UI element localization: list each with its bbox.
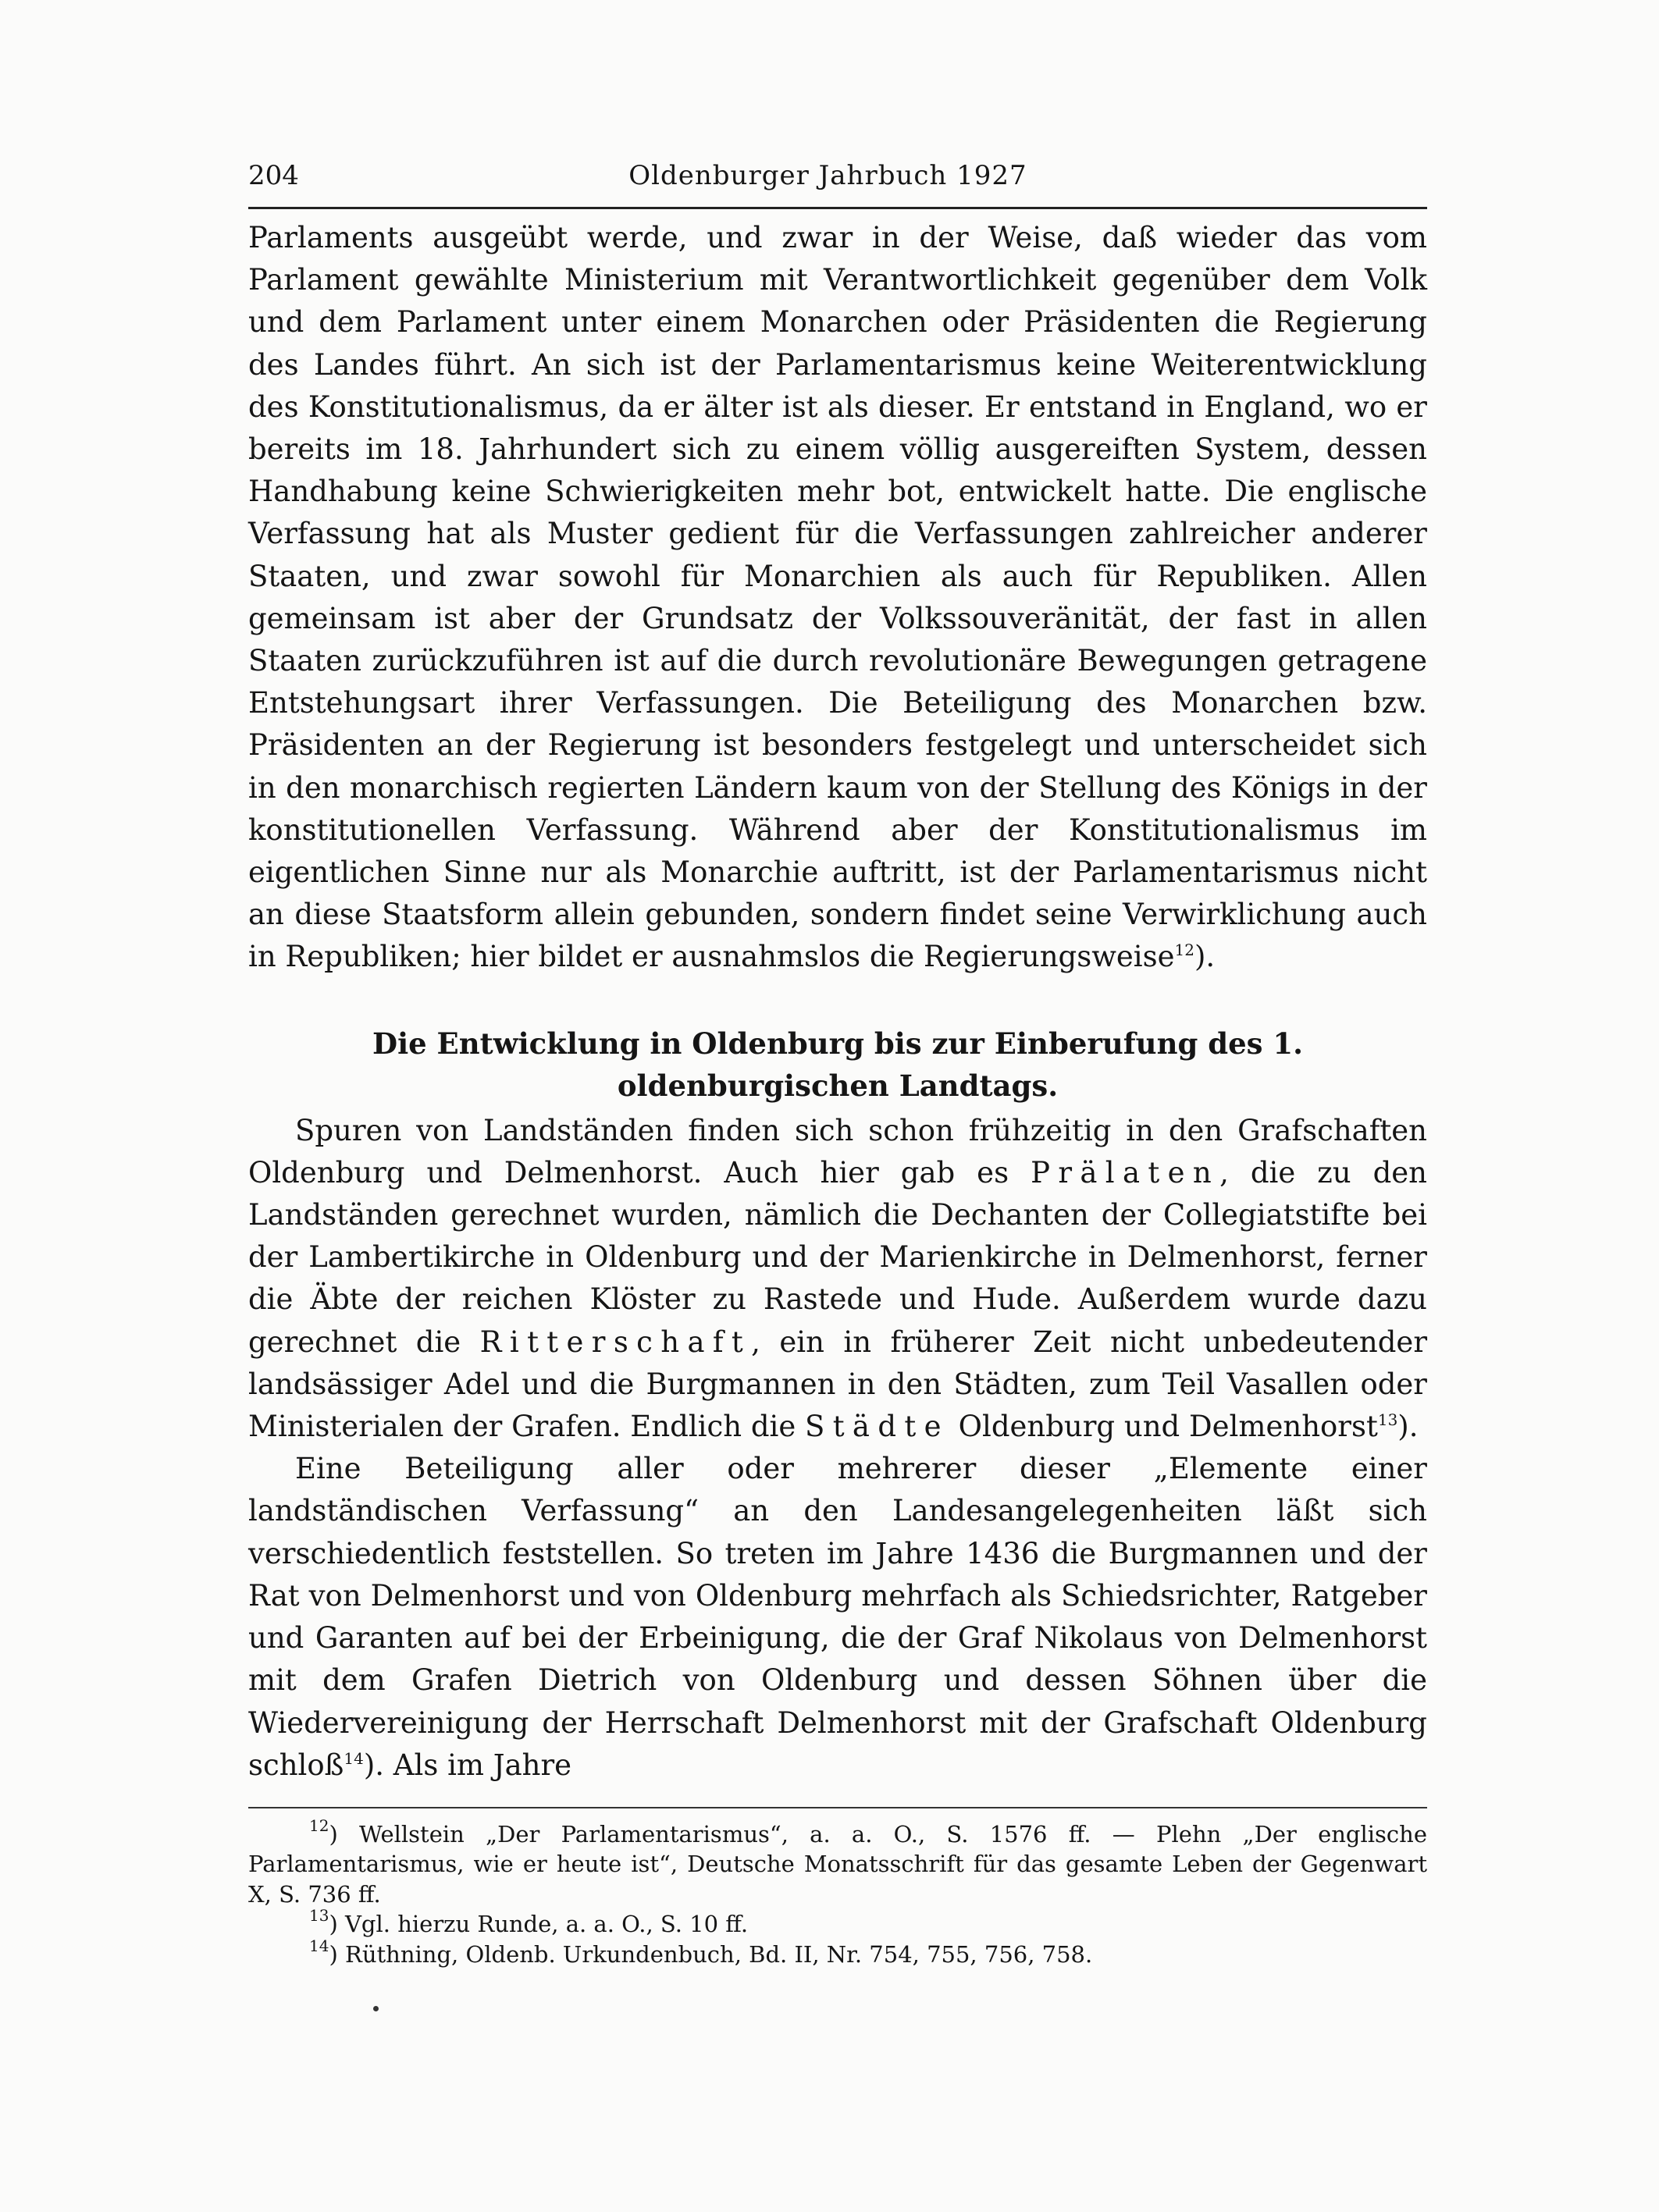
paragraph-text: ). xyxy=(1397,1410,1419,1444)
book-page xyxy=(248,160,1427,1969)
footnote-text: ) Rüthning, Oldenb. Urkundenbuch, Bd. II, Nr. 754, 755, 756, 758. xyxy=(329,1940,1093,1968)
emphasized-term: Städte xyxy=(805,1410,949,1444)
footnote-number: 13 xyxy=(309,1906,329,1926)
section-heading: Die Entwicklung in Oldenburg bis zur Einberufung des 1. oldenburgischen Landtags. xyxy=(372,1026,1303,1103)
footnote-reference: 13 xyxy=(1377,1410,1398,1430)
paragraph-landstaende xyxy=(248,1110,1427,1449)
paragraph-text: ). xyxy=(1194,940,1216,974)
footnote-14 xyxy=(248,1936,1427,1970)
paragraph-text: Spuren von Landständen finden sich schon frühzeitig in den Grafschaften Oldenburg und Delmenhorst. Auch hier gab es xyxy=(248,1113,1427,1190)
paragraph-text: , ein in früherer Zeit nicht unbedeutender landsässiger Adel und die Burgmannen in den Städten, zum Teil Vasallen oder Ministerialen der Grafen. Endlich die xyxy=(248,1325,1428,1444)
running-title: Oldenburger Jahrbuch 1927 xyxy=(628,160,1027,191)
paragraph-text: , die zu den Landständen gerechnet wurden, nämlich die Dechanten der Collegiatstifte bei der Lambertikirche in Oldenburg und der Marienkirche in Delmenhorst, ferner die Äbte der reichen Klöster zu Rastede und Hude. Außerdem wurde dazu gerechnet die xyxy=(248,1155,1427,1359)
footnote-number: 14 xyxy=(309,1936,329,1955)
paragraph-parlamentarismus xyxy=(248,217,1427,979)
footnote-text: ) Vgl. hierzu Runde, a. a. O., S. 10 ff. xyxy=(329,1911,749,1938)
footnote-text: ) Wellstein „Der Parlamentarismus“, a. a. O., S. 1576 ff. — Plehn „Der englische Parlamentarismus, wie er heute ist“, Deutsche Monatsschrift für das gesamte Leben der Gegenwart X, S. 736 ff. xyxy=(248,1820,1427,1908)
footnote-12 xyxy=(248,1815,1427,1910)
print-speck-mark xyxy=(373,2006,379,2011)
paragraph-text: Parlaments ausgeübt werde, und zwar in der Weise, daß wieder das vom Parlament gewählte Ministerium mit Verantwortlichkeit gegenüber dem Volk und dem Parlament unter einem Monarchen oder Präsidenten die Regierung des Landes führt. An sich ist der Parlamentarismus keine Weiterentwicklung des Konstitutionalismus, da er älter ist als dieser. Er entstand in England, wo er bereits im 18. Jahrhundert sich zu einem völlig ausgereiften System, dessen Handhabung keine Schwierigkeiten mehr bot, entwickelt hatte. Die englische Verfassung hat als Muster gedient für die Verfassungen zahlreicher anderer Staaten, und zwar sowohl für Monarchien als auch für Republiken. Allen gemeinsam ist aber der Grundsatz der Volkssouveränität, der fast in allen Staaten zurückzuführen ist auf die durch revolutionäre Bewegungen getragene Entstehungsart ihrer Verfassungen. Die Beteiligung des Monarchen bzw. Präsidenten an der Regierung ist besonders festgelegt und unterscheidet sich in den monarchisch regierten Ländern kaum von der Stellung des Königs in der konstitutionellen Verfassung. Während aber der Konstitutionalismus im eigentlichen Sinne nur als Monarchie auftritt, ist der Parlamentarismus nicht an diese Staatsform allein gebunden, sondern findet seine Verwirklichung auch in Republiken; hier bildet er ausnahmslos die Regierungsweise xyxy=(248,221,1427,974)
footnote-reference: 14 xyxy=(344,1748,364,1768)
emphasized-term: Prälaten xyxy=(1031,1155,1220,1190)
footnote-number: 12 xyxy=(309,1815,329,1835)
paragraph-text: Eine Beteiligung aller oder mehrerer dieser „Elemente einer landständischen Verfassung“ an den Landesangelegenheiten läßt sich verschiedentlich feststellen. So treten im Jahre 1436 die Burgmannen und der Rat von Delmenhorst und von Oldenburg mehrfach als Schiedsrichter, Ratgeber und Garanten auf bei der Erbeinigung, die der Graf Nikolaus von Delmenhorst mit dem Grafen Dietrich von Oldenburg und dessen Söhnen über die Wiedervereinigung der Herrschaft Delmenhorst mit der Grafschaft Oldenburg schloß xyxy=(248,1452,1427,1782)
paragraph-text: ). Als im Jahre xyxy=(363,1748,572,1782)
paragraph-text: Oldenburg und Delmenhorst xyxy=(949,1410,1378,1444)
page-number: 204 xyxy=(248,160,299,191)
running-header xyxy=(248,160,1427,209)
emphasized-term: Ritterschaft xyxy=(479,1325,752,1359)
footnote-reference: 12 xyxy=(1174,941,1194,960)
body-text xyxy=(248,217,1427,1787)
footnotes xyxy=(248,1807,1427,1970)
paragraph-beteiligung xyxy=(248,1448,1427,1787)
footnote-13 xyxy=(248,1906,1427,1940)
